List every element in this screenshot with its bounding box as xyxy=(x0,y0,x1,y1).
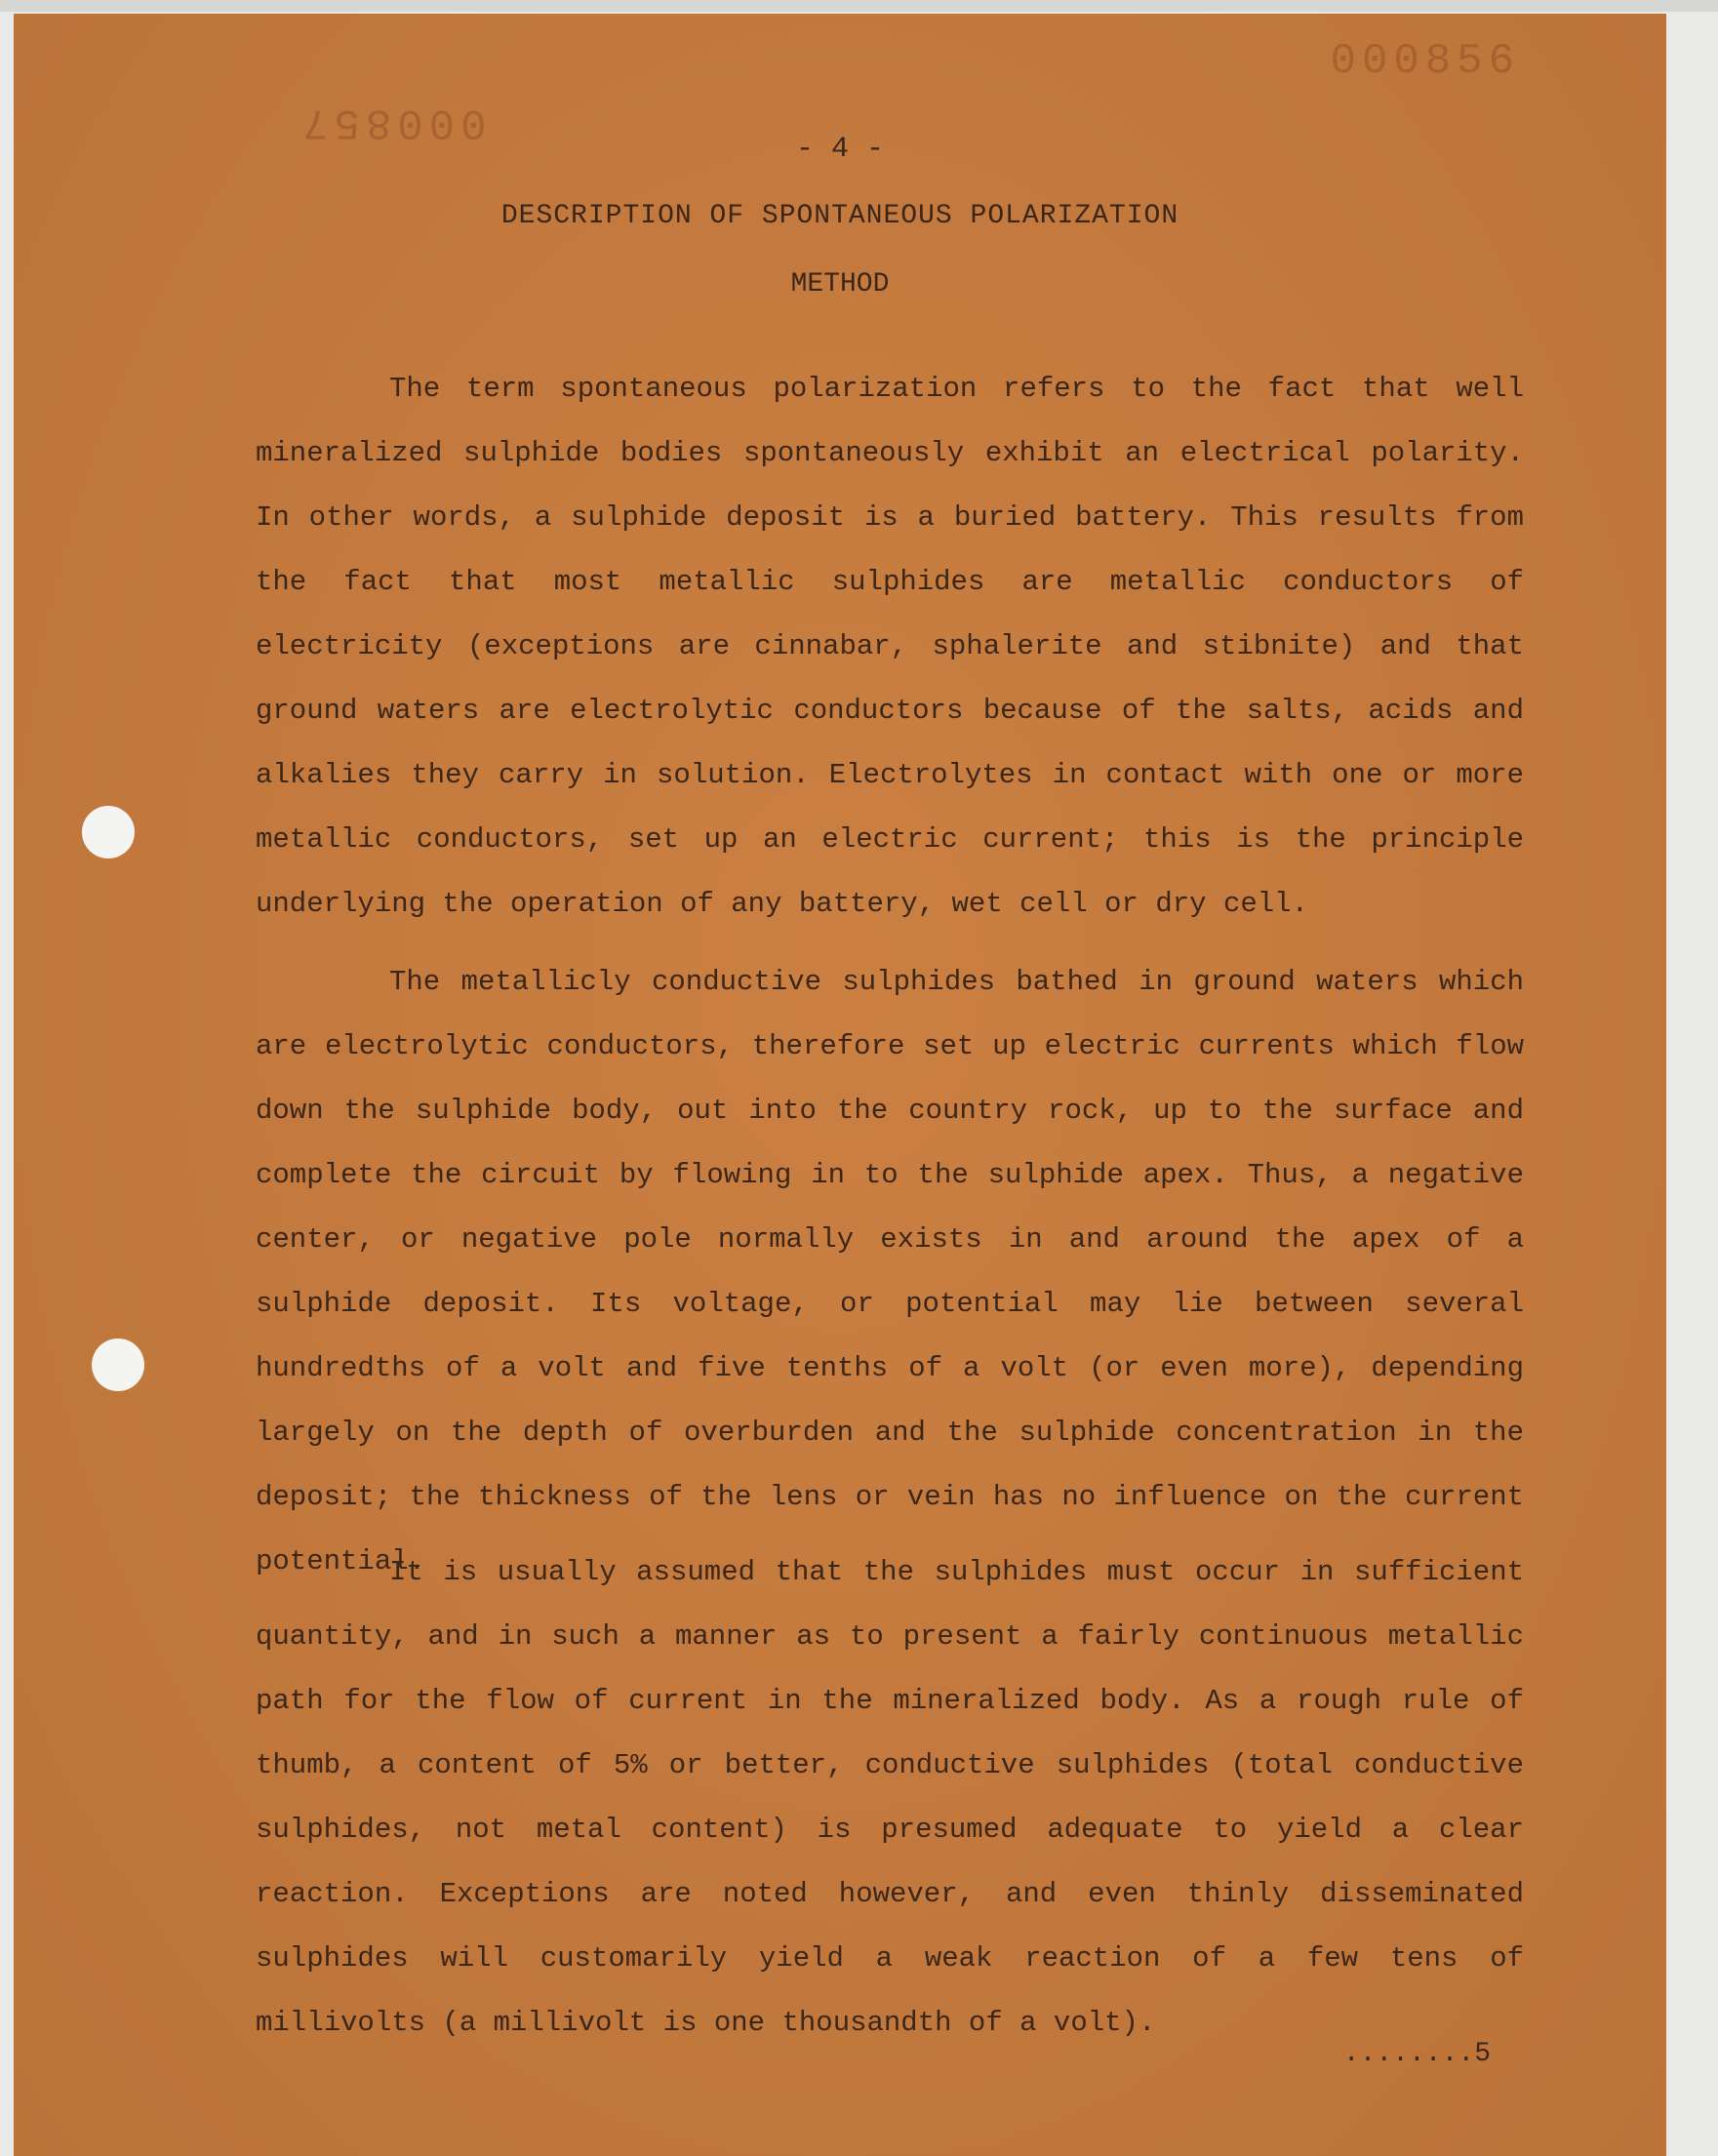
paragraph-3 xyxy=(256,1540,1524,2056)
section-subtitle: METHOD xyxy=(790,269,890,299)
punch-hole-upper xyxy=(82,806,135,858)
paragraph-1-text: The term spontaneous polarization refers to the fact that well mineralized sulphide bodies spontaneously exhibit an electrical polarity. In other words, a sulphide deposit is a buried battery. This results from the fact that most metallic sulphides are metallic conductors of electricity (exceptions are cinnabar, sphalerite and stibnite) and that ground waters are electrolytic conductors because of the salts, acids and alkalies they carry in solution. Electrolytes in contact with one or more metallic conductors, set up an electric current; this is the principle underlying the operation of any battery, wet cell or dry cell. xyxy=(256,373,1524,920)
paragraph-3-text: It is usually assumed that the sulphides must occur in sufficient quantity, and in such a manner as to present a fairly continuous metallic path for the flow of current in the mineralized body. As a rough rule of thumb, a content of 5% or better, conductive sulphides (total conductive sulphides, not metal content) is presumed adequate to yield a clear reaction. Exceptions are noted however, and even thinly disseminated sulphides will customarily yield a weak reaction of a few tens of millivolts (a millivolt is one thousandth of a volt). xyxy=(256,1556,1524,2039)
document-page xyxy=(14,14,1666,2156)
punch-hole-lower xyxy=(92,1338,144,1391)
section-title: DESCRIPTION OF SPONTANEOUS POLARIZATION xyxy=(500,201,1179,231)
paragraph-1 xyxy=(256,357,1524,937)
page-stamp-left: 000857 xyxy=(297,98,487,146)
paragraph-2-text: The metallicly conductive sulphides bathed in ground waters which are electrolytic conductors, therefore set up electric currents which flow down the sulphide body, out into the country rock, up to the surface and complete the circuit by flowing in to the sulphide apex. Thus, a negative center, or negative pole normally exists in and around the apex of a sulphide deposit. Its voltage, or potential may lie between several hundredths of a volt and five tenths of a volt (or even more), depending largely on the depth of overburden and the sulphide concentration in the deposit; the thickness of the lens or vein has no influence on the current potential. xyxy=(256,966,1524,1577)
paragraph-2 xyxy=(256,950,1524,1594)
page-number: - 4 - xyxy=(795,133,884,166)
top-edge xyxy=(0,0,1718,12)
continuation-marker: ........5 xyxy=(1342,2039,1491,2069)
page-stamp-right: 000856 xyxy=(1330,37,1520,86)
